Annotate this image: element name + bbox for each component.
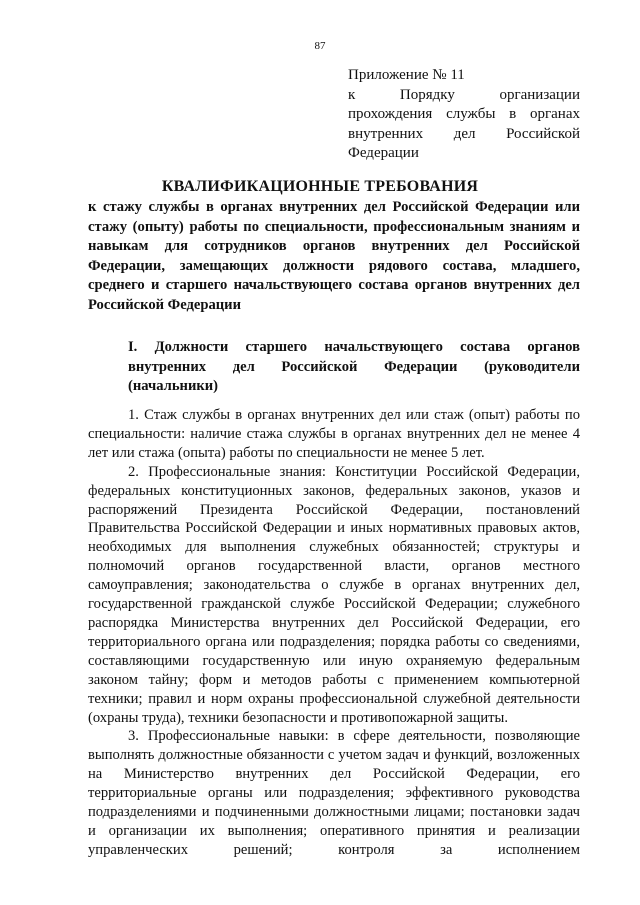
page-number: 87 [314, 40, 326, 52]
appendix-block [348, 66, 580, 164]
paragraph-1: 1. Стаж службы в органах внутренних дел или стаж (опыт) работы по специальности: наличие стажа службы в органах внутренних дел не менее 4 лет или стажа (опыта) работы по специальности не менее 5 лет. [88, 407, 580, 461]
paragraph-3: 3. Профессиональные навыки: в сфере деятельности, позволяющие выполнять должностные обязанности с учетом задач и функций, возложенных на Министерство внутренних дел Российской Федерации, его территориальные органы или подразделения; эффективного руководства подразделениями и подчиненными должностными лицами; постановки задач и организации их выполнения; оперативного принятия и реализации управленческих решений; контроля за исполнением [88, 728, 580, 858]
appendix-title: Приложение № 11 [348, 67, 465, 83]
paragraph-2: 2. Профессиональные знания: Конституции Российской Федерации, федеральных конституционных законов, федеральных законов, указов и распоряжений Президента Российской Федерации, постановлений Правительства Российской Федерации и иных нормативных правовых актов, необходимых для выполнения служебных обязанностей; структуры и полномочий органов государственной власти, органов местного самоуправления; законодательства о службе в органах внутренних дел, государственной гражданской службе Российской Федерации; служебного распорядка Министерства внутренних дел Российской Федерации, его территориального органа или подразделения; порядка работы со сведениями, составляющими государственную или иную охраняемую федеральным законом тайну; форм и методов работы с применением компьютерной техники; правил и норм охраны профессиональной служебной деятельности (охраны труда), техники безопасности и противопожарной защиты. [88, 463, 580, 726]
section-heading: I. Должности старшего начальствующего состава органов внутренних дел Российской Федерации (руководители (начальники) [128, 339, 580, 394]
document-subtitle: к стажу службы в органах внутренних дел Российской Федерации или стажу (опыту) работы по специальности, профессиональным знаниям и навыкам для сотрудников органов внутренних дел Российской Федерации, замещающих должности рядового состава, младшего, среднего и старшего начальствующего состава органов внутренних дел Российской Федерации [88, 199, 580, 313]
document-title: КВАЛИФИКАЦИОННЫЕ ТРЕБОВАНИЯ [161, 178, 479, 195]
body-text [88, 406, 580, 860]
appendix-reference [348, 86, 580, 164]
appendix-reference-text: к Порядку организации прохождения службы в органах внутренних дел Российской Федерации [348, 86, 580, 161]
